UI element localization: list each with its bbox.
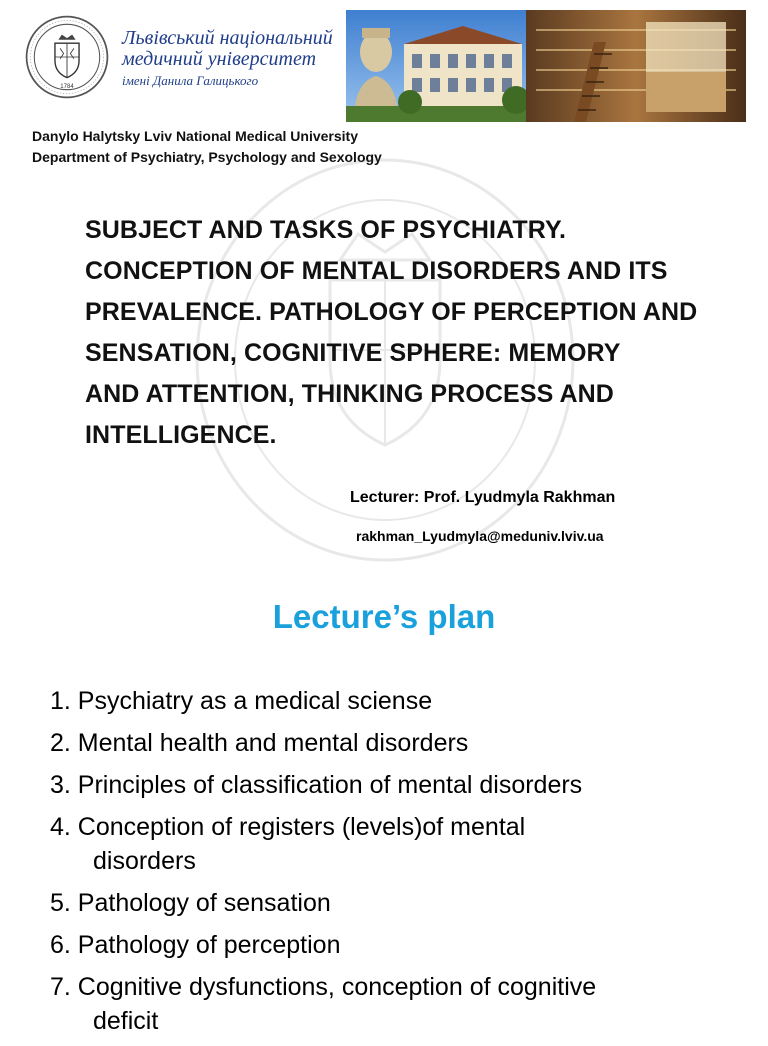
seal-year: 1784 <box>60 83 74 90</box>
title-line: INTELLIGENCE. <box>85 421 277 449</box>
university-name-line2: медичний університет <box>122 48 317 70</box>
plan-item-text: 1. Psychiatry as a medical sciense <box>50 687 433 715</box>
university-name-ukrainian <box>122 28 333 88</box>
university-name-line3: імені Данила Галицького <box>122 73 259 88</box>
plan-item <box>50 810 760 878</box>
title-line: SUBJECT AND TASKS OF PSYCHIATRY. <box>85 216 567 244</box>
title-line: AND ATTENTION, THINKING PROCESS AND <box>85 380 614 408</box>
title-line: SENSATION, COGNITIVE SPHERE: MEMORY <box>85 339 621 367</box>
lecturer-name: Lecturer: Prof. Lyudmyla Rakhman <box>350 489 616 506</box>
plan-item-continuation: deficit <box>93 1007 159 1035</box>
plan-item-text: 7. Cognitive dysfunctions, conception of cognitive <box>50 973 597 1001</box>
title-line: CONCEPTION OF MENTAL DISORDERS AND ITS <box>85 257 668 285</box>
plan-heading: Lecture’s plan <box>272 598 496 635</box>
plan-item <box>50 886 760 920</box>
plan-item-text: 6. Pathology of perception <box>50 931 341 959</box>
header-banner <box>0 0 768 124</box>
university-name-line1: Львівський національний <box>122 27 333 49</box>
university-name-english: Danylo Halytsky Lviv National Medical University <box>32 128 359 144</box>
department-name: Department of Psychiatry, Psychology and Sexology <box>32 149 382 165</box>
plan-item <box>50 726 760 760</box>
lecture-title <box>85 210 765 456</box>
plan-item-text: 3. Principles of classification of mental disorders <box>50 771 583 799</box>
title-line: PREVALENCE. PATHOLOGY OF PERCEPTION AND <box>85 298 698 326</box>
plan-item-text: 2. Mental health and mental disorders <box>50 729 469 757</box>
plan-item-continuation: disorders <box>93 847 196 875</box>
campus-photo-collage <box>346 10 746 122</box>
lecturer-email[interactable]: rakhman_Lyudmyla@meduniv.lviv.ua <box>356 528 604 544</box>
plan-item-text: 5. Pathology of sensation <box>50 889 331 917</box>
plan-item <box>50 970 760 1038</box>
plan-item <box>50 928 760 962</box>
plan-item <box>50 768 760 802</box>
university-seal-logo <box>24 14 110 100</box>
plan-item-text: 4. Conception of registers (levels)of mental <box>50 813 526 841</box>
plan-list <box>50 684 760 1046</box>
plan-item <box>50 684 760 718</box>
